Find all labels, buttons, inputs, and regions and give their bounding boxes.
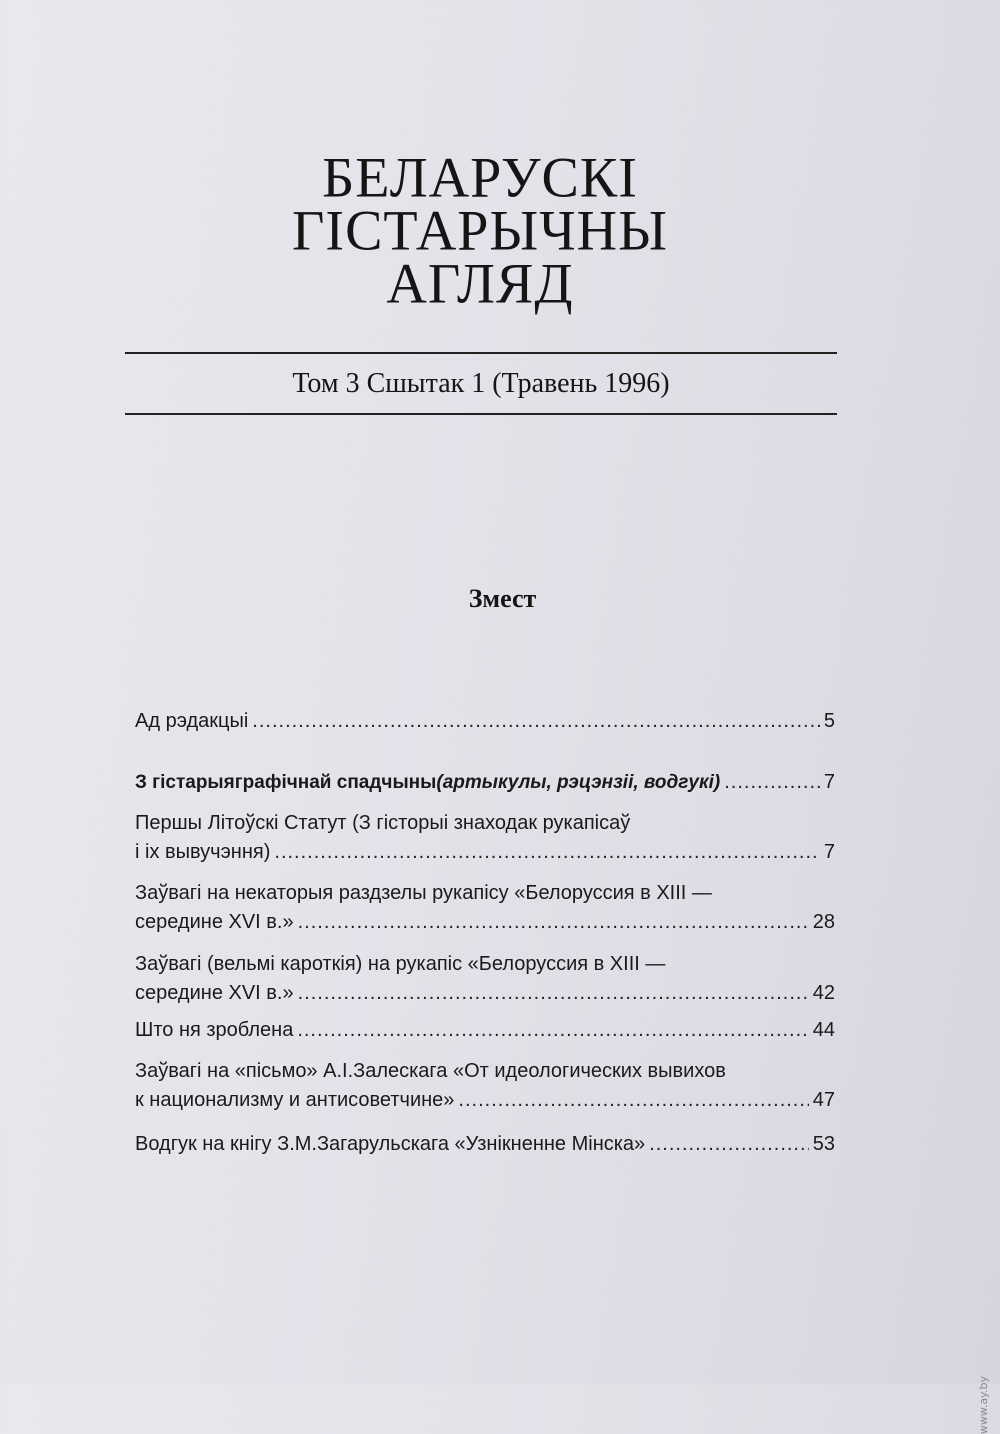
top-rule (125, 352, 837, 354)
toc-entry-title: Ад рэдакцыі (135, 710, 249, 732)
dot-leader (649, 1130, 809, 1158)
toc-entry (135, 707, 835, 735)
toc-entry-page: 5 (823, 710, 835, 732)
toc-entry (135, 1016, 835, 1044)
dot-leader (274, 838, 819, 866)
issue-info: Том 3 Сшытак 1 (Травень 1996) (292, 368, 670, 399)
watermark: www.ay.by (977, 1376, 990, 1434)
toc-entry (135, 878, 835, 936)
toc-entry (135, 1056, 835, 1114)
toc-entry-page: 42 (812, 982, 835, 1004)
toc-entry-title: Першы Літоўскі Статут (З гісторыі знаходак рукапісаў (135, 812, 631, 834)
toc-entry-page: 7 (823, 841, 835, 863)
toc-entry-title: Водгук на кнігу З.М.Загарульскага «Узнікненне Мінска» (135, 1133, 646, 1155)
toc-entry-page: 7 (823, 771, 835, 793)
toc-entry-title: Заўвагі на «пісьмо» А.І.Залескага «От идеологических вывихов (135, 1060, 726, 1082)
contents-heading: Змест (468, 584, 537, 613)
dot-leader (298, 908, 809, 936)
toc-section-heading (135, 768, 835, 796)
journal-title-line-2: ГІСТАРЫЧНЫ (292, 199, 668, 263)
dot-leader (298, 979, 809, 1007)
dot-leader (297, 1016, 808, 1044)
toc-section-subtitle: (артыкулы, рэцэнзіі, водгукі) (436, 772, 721, 793)
bottom-rule (125, 413, 837, 415)
toc-entry-title: Заўвагі на некаторыя раздзелы рукапісу «Белоруссия в XIII — (135, 882, 712, 904)
toc-entry-title-cont: і іх вывучэння) (135, 841, 271, 863)
toc-entry (135, 808, 835, 866)
toc-entry-title: Што ня зроблена (135, 1019, 294, 1041)
toc-entry-page: 53 (812, 1133, 835, 1155)
toc-entry-title: Заўвагі (вельмі кароткія) на рукапіс «Белоруссия в XIII — (135, 953, 666, 975)
toc-entry-title-cont: к национализму и антисоветчине» (135, 1089, 455, 1111)
toc-entry-page: 47 (812, 1089, 835, 1111)
toc-entry-page: 28 (812, 911, 835, 933)
toc-entry-title-cont: середине XVI в.» (135, 982, 294, 1004)
dot-leader (458, 1086, 808, 1114)
toc-entry-page: 44 (812, 1019, 835, 1041)
toc-entry (135, 1130, 835, 1158)
journal-title-line-3: АГЛЯД (386, 252, 574, 316)
journal-title-line-1: БЕЛАРУСКІ (322, 146, 638, 210)
toc-entry-title-cont: середине XVI в.» (135, 911, 294, 933)
toc-section-title: З гістарыяграфічнай спадчыны (135, 772, 437, 793)
toc-entry (135, 949, 835, 1007)
dot-leader (252, 707, 820, 735)
dot-leader (724, 768, 820, 796)
